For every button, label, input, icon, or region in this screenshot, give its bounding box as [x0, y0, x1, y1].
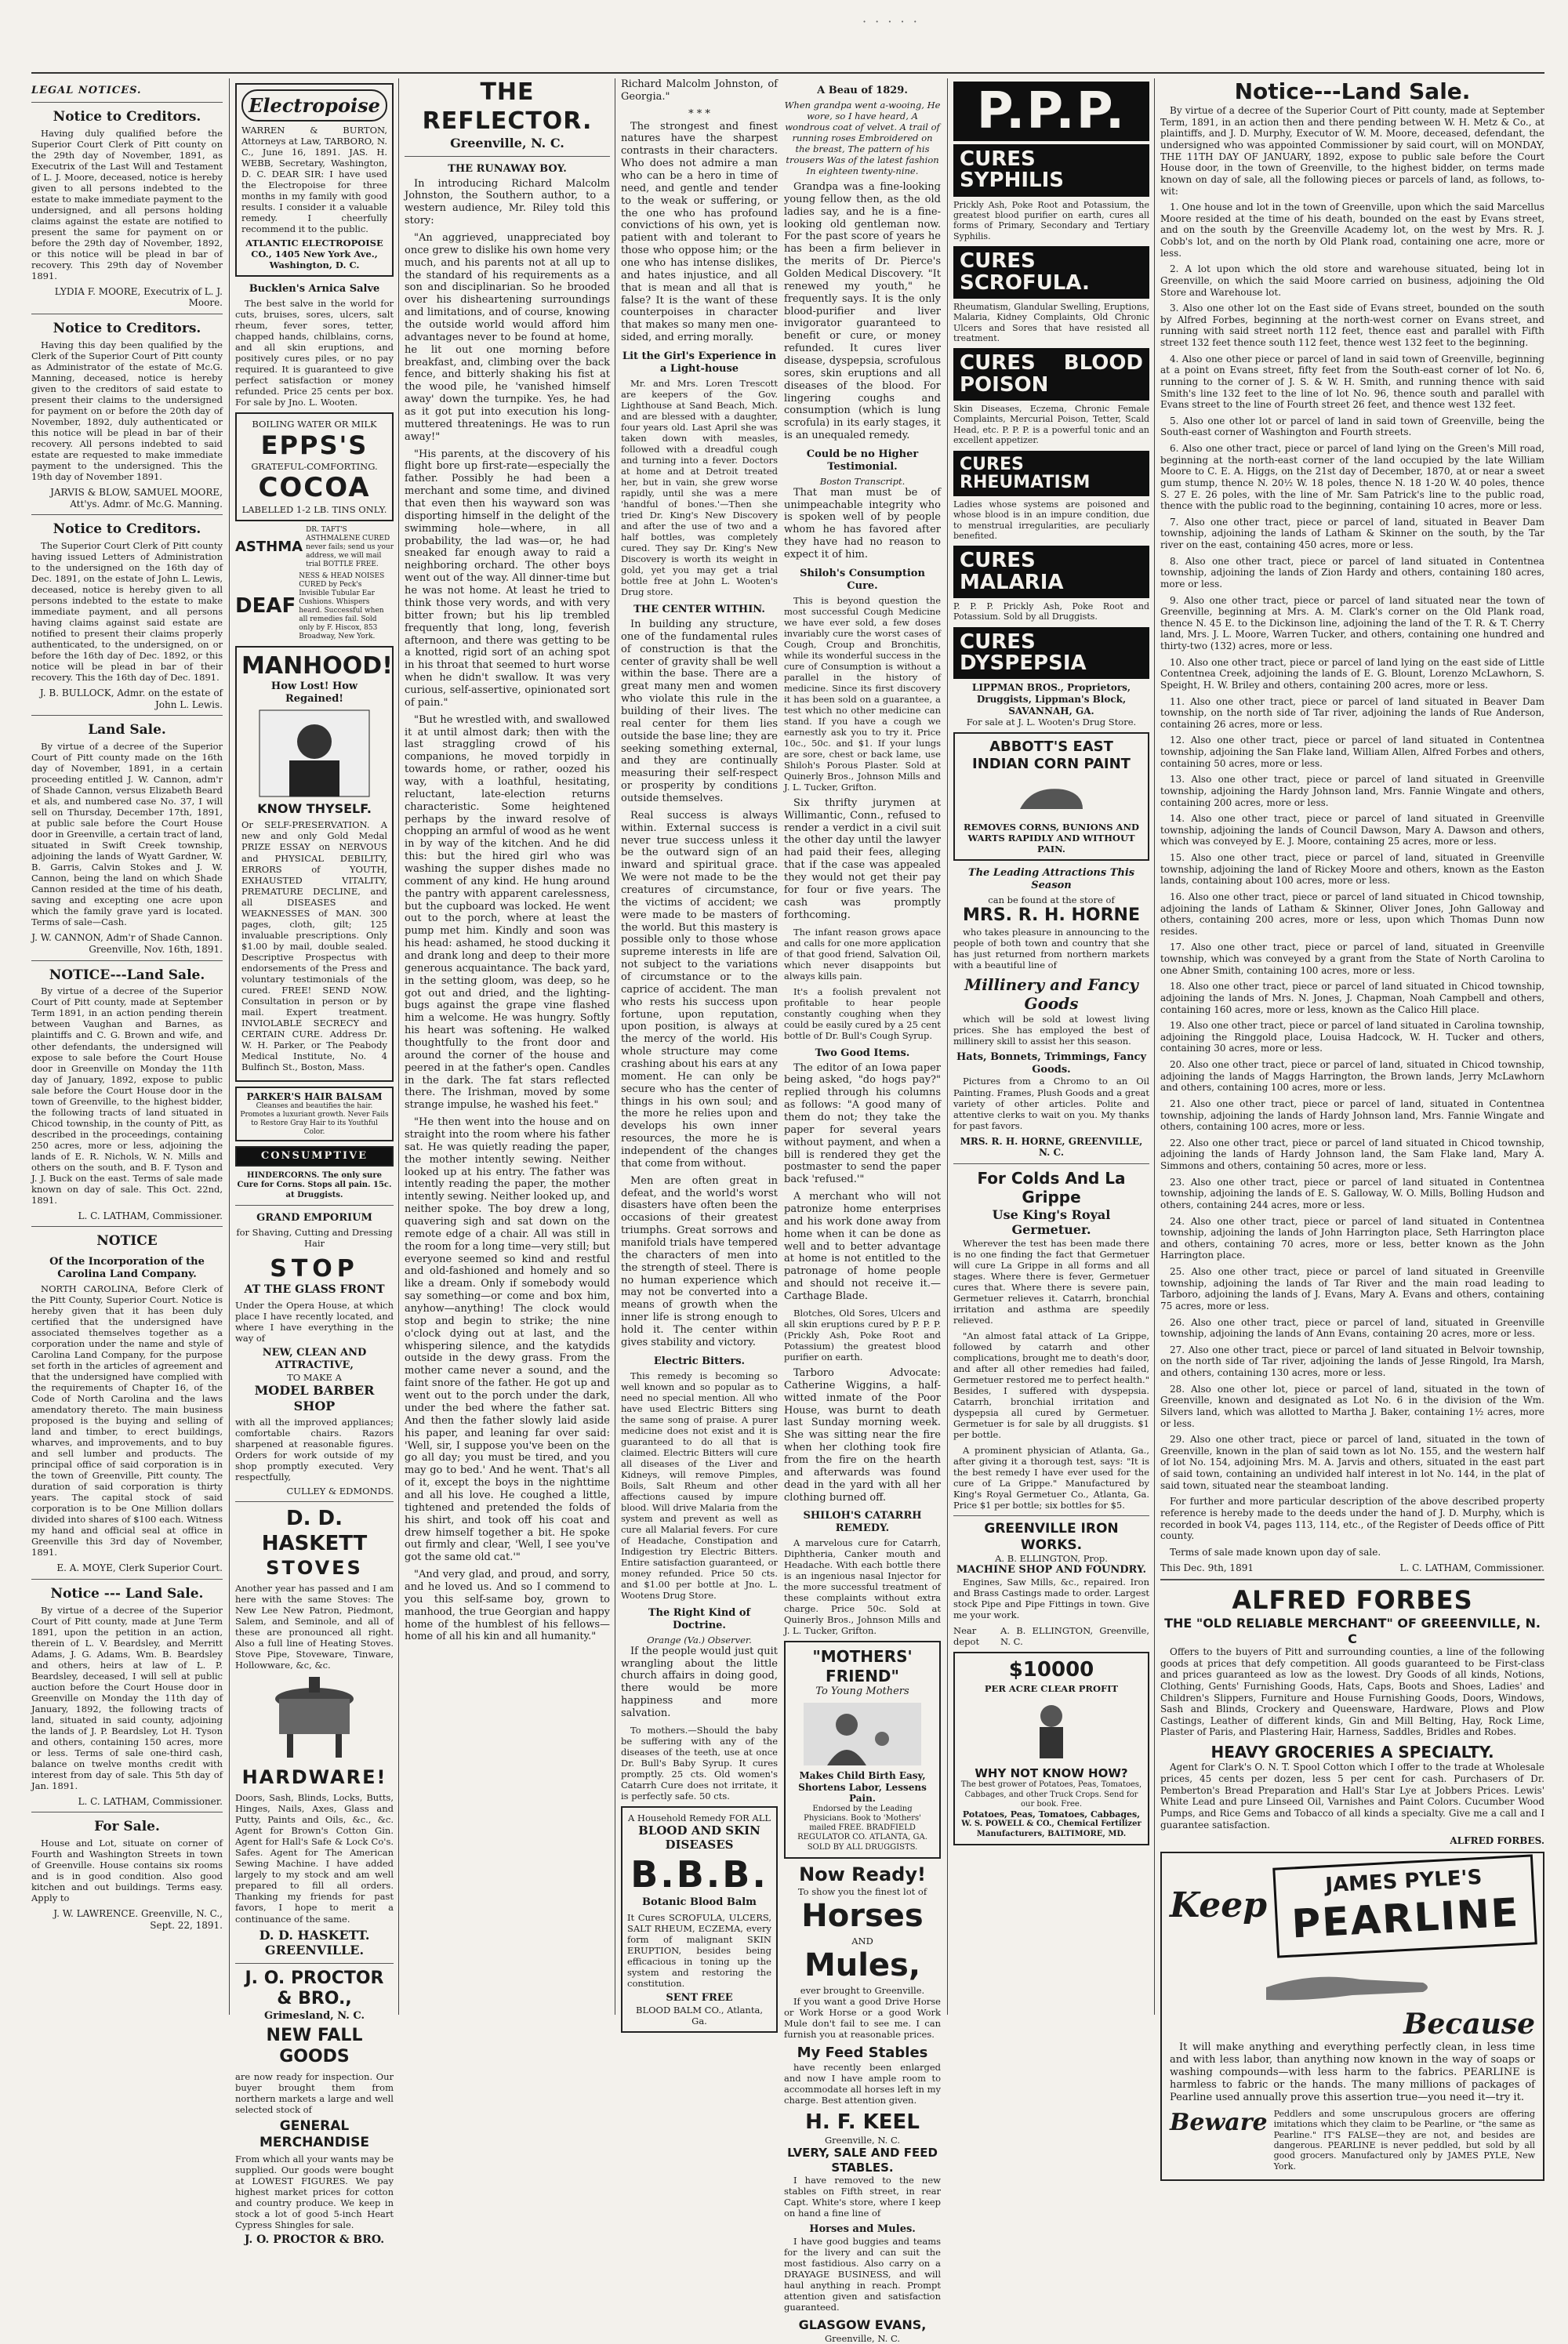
land-item: 14. Also one other tract, piece or parcel of land situated in Greenville township, adjoining the lands of Council Dawson, Mary A. Dawson and others, which was conveyed by E. J. Moore, containing 25 acres, more or less. — [1160, 813, 1544, 847]
hindercorns-ad: HINDERCORNS. The only sure Cure for Corns. Stops all pain. 15c. at Druggists. — [237, 1171, 392, 1199]
land-item: 12. Also one other tract, piece or parcel of land situated in Contentnea township, adjoining the San Flake land, William Allen, Alfred Forbes and others, containing 50 acres, more or less. — [1160, 735, 1544, 769]
ppp-cure-text: Skin Diseases, Eczema, Chronic Female Complaints, Mercurial Poison, Tetter, Scald Head, etc. P. P. P. is a powerful tonic and an excellent appetizer. — [953, 404, 1149, 446]
ad-text: DR. TAFT'S ASTHMALENE CURED never fails; send us your address, we will mail trial BOTTLE FREE. — [306, 526, 394, 568]
ad-headline: My Feed Stables — [797, 2044, 928, 2061]
article-source: Orange (Va.) Observer. — [647, 1634, 752, 1646]
article-paragraph: If the people would just quit wrangling about the little church affairs in doing good, there would be more happiness and more salvation. — [621, 1645, 778, 1719]
beware-block — [1170, 2109, 1535, 2172]
ppp-cure-label: CURES SCROFULA. — [960, 249, 1090, 295]
ad-line: GRATEFUL-COMFORTING. — [251, 460, 378, 472]
article-paragraph: This is beyond question the most successful Cough Medicine we have ever sold, a few doses invariably cure the worst cases of Cough, Croup and Bronchitis, while its wonderful success in the cure of Consumption is without a parallel in the history of medicine. Since its first discovery it has been sold on a guarantee, a test which no other medicine can stand. If you have a cough we earnestly ask you to try it. Price 10c., 50c. and $1. If your lungs are sore, chest or back lame, use Shiloh's Porous Plaster. Sold at Quinerly Bros., Johnson Mills and J. L. Tucker, Grifton. — [784, 594, 941, 793]
pearline-package — [1272, 1854, 1537, 1958]
column-miscellany — [784, 78, 941, 2344]
article-paragraph: "He then went into the house and on straight into the room where his father sat. He was quietly reading the paper, the mother intently sewing. Neither looked up at his entry. The father was intently reading the paper, the mother intently sewing. Neither looked up, and neither spoke. The boy drew a long, quavering sigh and sat down on the remote edge of a chair. All was still in the room for a long time—very still; but everyone seemed so kind and restful and old-fashioned and homely and so like a dream. Only if somebody would say something—or come and box him, anyhow—anything! The clock would stop and begin to strike; the nine o'clock dying out at last, and the whispering silence, and the katydids outside in the dewy grass. From the mother came never a sound, and the faint snore of the father. He got up and went out to the porch under the dark, under the bed where the father sat. And then the father slowly laid aside his paper, and leaning far over said: 'Well, sir, I suppose you've been on the go all day; you must be tired, and you may go to bed.' And he went. That's all of it, except the boys in the nighttime and all his love. He coughed a little, tightened and pretended the folds of his shirt, and took off his coat and drew himself together a bit. He spoke out firmly and clear, 'Well, I see you've got the same old cat.'" — [405, 1116, 610, 1564]
notice-body: NORTH CAROLINA, Before Clerk of the Pitt County, Superior Court. Notice is hereby given that it has been duly certified that the undersigned have associated themselves together as a corporation under the name and style of Carolina Land Company, for the purpose set forth in the articles of agreement and that the undersigned have complied with the requirements of Chapter 16, of the Code of North Carolina and the laws amendatory thereto. The main business proposed is the buying and selling of land and timber, to erect buildings, wharves, and improvements, and to buy and sell lumber and products. The principal office of said corporation is in the town of Greenville, Pitt county. The duration of said corporation is thirty years. The capital stock of said corporation is to be One Million dollars divided into shares of $100 each. Witness my hand and official seal at office in Greenville this 3rd day of November, 1891. — [31, 1283, 223, 1558]
ad-footer — [953, 1625, 1149, 1647]
notice-body: By virtue of a decree of the Superior Court of Pitt county made on the 16th day of November, 1891, in a certain proceeding entitled J. W. Cannon, adm'r of Shade Cannon, versus Elizabeth Beard et als, and numbered case No. 37, I will sell on Thursday, December 17th, 1891, at public sale before the Court House door in Greenville, a certain tract of land, situated in Swift Creek township, adjoining the lands of Wyatt Gardner, W. B. Garris, Calvin Stokes and J. W. Cannon, being the land on which Shade Cannon resided at the time of his death, saving and excepting one acre upon which the family grave yard is located. Terms of sale—Cash. — [31, 741, 223, 928]
ad-headline: J. O. PROCTOR & BRO., — [245, 1968, 384, 2009]
ad-headline: GENERAL MERCHANDISE — [259, 2117, 369, 2150]
ad-line: Greenville, N. C. — [824, 2332, 901, 2344]
notice-body: Having this day been qualified by the Clerk of the Superior Court of Pitt county as Administrator of the estate of Mc.G. Manning, deceased, notice is hereby given to the creditors of said estate to present their claims to the undersigned for payment on or before the 20th day of November, 1892, duly authenticated or this notice will be plead in bar of their recovery. All persons indebted to said estate are requested to make immediate payment to the undersigned. This the 19th day of November 1891. — [31, 339, 223, 482]
article-paragraph: Men are often great in defeat, and the world's worst disasters have often been the occasions of their greatest triumphs. Great sorrows and manifold trials have tempered the characters of men into the strength of steel. There is no human experience which may not be converted into a means of growth when the inner life is strong enough to hold it. The center within gives stability and victory. — [621, 1174, 778, 1348]
column-articles: Richard Malcolm Johnston, of Georgia." * * * The strongest and finest natures have the sharpest contrasts in their characters. Who does not admire a man who can be a hero in time of need, and gentle and tender to the weak or suffering, or the one who has profound convictions of his own, yet is patient with and tolerant to those who oppose him; or the one who has intense dislikes, and hates injustice, and all that is mean and all that is false? It is the want of these counterpoises in character that makes so many men one-sided, and erring morally. Lit the Girl's Experience in a Light-house Mr. and Mrs. Loren Trescott are keepers of the Gov. Lighthouse at Sand Beach, Mich. and are blessed with a daughter, four years old. Last April she was taken down with measles, followed with a dreadful cough and turning into a fever. Doctors at home and at Detroit treated her, but in vain, she grew worse rapidly, until she was a mere 'handful of bones.'—Then she tried Dr. King's New Discovery and after the use of two and a half bottles, was completely cured. They say Dr. King's New Discovery is worth its weight in gold, yet you may get a trial bottle free at John L. Wooten's Drug store. THE CENTER WITHIN. In building any structure, one of the fundamental rules of construction is that the center of gravity shall be well within the base. There are a great many men and women who violate this rule in the building of their lives. The real center for them lies outside the base line; they are seeking something external, and they are continually measuring their self-respect or prosperity by conditions outside themselves. Real success is always within. External success is never true success unless it be the outward sign of an inward and spiritual grace. We were not made to be the creatures of circumstance, the victims of accident; we were made to be masters of the world. But this mastery is possible only to those whose supreme interests in life are not subject to the variations of circumstance or to the caprice of accident. The man who rests his success upon fortune, upon reputation, upon position, is always at the mercy of the world. His whole structure may come crashing about his ears at any moment. He can only be secure who has the center of things in his own soul; and the more he relies upon and develops his own inner resources, the more he is independent of the changes that come from without. Men are often great in defeat, and the world's worst disasters have often been the occasions of their greatest triumphs. Great sorrows and manifold trials have tempered the characters of men into the strength of steel. There is no human experience which may not be converted into a means of growth when the inner life is strong enough to hold it. The center within gives stability and victory. Electric Bitters. This remedy is becoming so well known and so popular as to need no special mention. All who have used Electric Bitters sing the same song of praise. A purer medicine does not exist and it is guaranteed to do all that is claimed. Electric Bitters will cure all diseases of the Liver and Kidneys, will remove Pimples, Boils, Salt Rheum and other affections caused by impure blood. Will drive Malaria from the system and prevent as well as cure all Malarial fevers. For cure of Headache, Constipation and Indigestion try Electric Bitters. Entire satisfaction guaranteed, or money refunded. Price 50 cts. and $1.00 per bottle at Jno. L. Wootens Drug Store. The Right Kind of Doctrine. Orange (Va.) Observer. If the people would just quit wrangling about the little church affairs in doing good, there would be more happiness and more salvation. To mothers.—Should the baby be suffering with any of the diseases of the teeth, use at once Dr. Bull's Baby Syrup. It cures promptly. 25 cts. Old women's Catarrh Cure does not irritate, it is perfectly safe. 50 cts. A Household Remedy FOR ALL BLOOD AND SKIN DISEASES B.B.B. Botanic Blood Balm It Cures SCROFULA, ULCERS, SALT RHEUM, ECZEMA, every form of malignant SKIN ERUPTION, besides being efficacious in toning up the system and restoring the constitution. SENT FREE BLOOD BALM CO., Atlanta, Ga. — [621, 78, 778, 2015]
section-title: LEGAL NOTICES. — [31, 85, 142, 96]
land-item: 27. Also one other tract, piece or parcel of land situated in Belvoir township, on the north side of Tar river, adjoining the lands of Jesse Ringold, Ira Marsh, and others, containing 130 acres, more or less. — [1160, 1344, 1544, 1379]
notice-title: Notice to Creditors. — [53, 521, 201, 538]
ppp-cure-label: CURES SYPHILIS — [960, 147, 1065, 193]
article-paragraph: Six thrifty jurymen at Willimantic, Conn., refused to render a verdict in a civil suit the other day until the lawyer had paid their fees, alleging that if the case was appealed they would not get their pay for four or five years. The cash was promptly forthcoming. — [784, 796, 941, 921]
notice-title: Notice---Land Sale. — [1234, 78, 1471, 104]
notice-signature: E. A. MOYE, Clerk Superior Court. — [56, 1562, 223, 1574]
ad-headline: MANHOOD! — [241, 651, 393, 680]
notice-body: Having duly qualified before the Superior Court Clerk of Pitt county on the 29th day of November, 1891, as Executrix of the Last Will and Testament of L. J. Moore, deceased, notice is hereby given to all persons indebted to the estate to make immediate payment to the undersigned, and all persons holding claims against the estate are notified to present the same for payment on or before the 29th day of November, 1892, or this notice will be plead in bar of recovery. This 29th day of November 1891. — [31, 127, 223, 281]
land-item: 10. Also one other tract, piece or parcel of land lying on the east side of Little Contentnea Creek, adjoining the lands of E. G. Blount, Lorenzo McLawhorn, S. Speight, H. W. Briley and others, containing 200 acres, more or less. — [1160, 656, 1544, 691]
notice-signature: L. C. LATHAM, Commissioner. — [1399, 1562, 1544, 1574]
ad-text: A prominent physician of Atlanta, Ga., after giving it a thorough test, says: "It is the best remedy I have ever used for the cure of La Grippe." Manufactured by King's Royal Germetuer Co., Atlanta, Ga. Price $1 per bottle; six bottles for $5. — [953, 1444, 1149, 1511]
parker-ad — [235, 1087, 394, 1142]
ad-text: are now ready for inspection. Our buyer brought them from northern markets a large and well selected stock of — [235, 2070, 394, 2115]
ad-line: To show you the finest lot of — [797, 1885, 927, 1897]
land-item: 26. Also one other tract, piece or parcel of land, situated in Greenville township, adjoining the lands of Ann Evans, containing 20 acres, more or less. — [1160, 1316, 1544, 1340]
notice-signature: J. W. LAWRENCE. Greenville, N. C., Sept. 22, 1891. — [53, 1908, 223, 1931]
article-title: SHILOH'S CATARRH REMEDY. — [803, 1510, 922, 1535]
article-paragraph: In building any structure, one of the fundamental rules of construction is that the center of gravity shall be well within the base. There are a great many men and women who violate this rule in the building of their lives. The real center for them lies outside the base line; they are seeking something external, and they are continually measuring their self-respect or prosperity by conditions outside themselves. — [621, 618, 778, 804]
land-item: 15. Also one other tract, piece or parcel of land, situated in Greenville township, adjoining the land of Rickey Moore and others, known as the Easton lands, containing about 100 acres, more or less. — [1160, 852, 1544, 887]
ad-headline: The Leading Attractions This Season — [967, 867, 1135, 892]
article-paragraph: To mothers.—Should the baby be suffering with any of the diseases of the teeth, use at once Dr. Bull's Baby Syrup. It cures promptly. 25 cts. Old women's Catarrh Cure does not irritate, it is perfectly safe. 50 cts. — [621, 1724, 778, 1802]
notice-signature: J. B. BULLOCK, Admr. on the estate of John L. Lewis. — [39, 688, 223, 710]
column-advertisements — [235, 78, 394, 2247]
ad-headline: D. D. HASKETT — [261, 1507, 368, 1555]
article-title: Electric Bitters. — [653, 1355, 746, 1367]
article-paragraph: Grandpa was a fine-looking young fellow then, as the old ladies say, and he is a fine-looking old gentleman now. For the past score of years he has been a firm believer in the merits of Dr. Pierce's Golden Medical Discovery. "It renewed my youth," he frequently says. It is the only blood-purifier and liver invigorator guaranteed to benefit or cure, or money refunded. It cures liver disease, dyspepsia, scrofulous sores, skin eruptions and all diseases of the blood. For lingering coughs and consumption (which is lung scrofula) in its early stages, it is an unequaled remedy. — [784, 180, 941, 442]
ad-line: Grimesland, N. C. — [264, 2010, 365, 2023]
ad-text: with all the improved appliances; comfortable chairs. Razors sharpened at reasonable figures. Orders for work outside of my shop promptly executed. Very respectfully, — [235, 1417, 394, 1483]
ad-text: Engines, Saw Mills, &c., repaired. Iron and Brass Castings made to order. Largest stock Pipe and Pipe Fittings in town. Give me your work. — [953, 1577, 1149, 1621]
ad-signature: ALFRED FORBES. — [1450, 1835, 1544, 1847]
ad-brand: $10000 — [1008, 1658, 1094, 1682]
ppp-cure-block — [953, 246, 1149, 299]
ad-signature: W. S. POWELL & CO., Chemical Fertilizer Manufacturers, BALTIMORE, MD. — [961, 1820, 1142, 1838]
notice-terms: Terms of sale made known upon day of sale. — [1170, 1546, 1381, 1558]
ad-signature: J. O. PROCTOR & BRO. — [244, 2233, 385, 2247]
ad-line: Potatoes, Peas, Tomatoes, Cabbages, — [962, 1809, 1141, 1820]
ad-text: Offers to the buyers of Pitt and surrounding counties, a line of the following goods at prices that defy competition. All goods guaranteed to be First-class and prices guaranteed as low as the lowest. Dry Goods of all kinds, Notions, Clothing, Gents' Furnishing Goods, Hats, Caps, Boots and Shoes, Ladies' and Children's Slippers, Furniture and House Furnishing Goods, Doors, Windows, Sash and Blinds, Crockery and Queensware, Hardware, Plows and Plow Castings, Leather of different kinds, Gin and Mill Belting, Hay, Rock Lime, Plaster of Paris, and Plastering Hair, Harness, Saddles, Bridles and Robes. — [1160, 1646, 1544, 1738]
ad-signature: A. B. ELLINGTON, Greenville, N. C. — [1000, 1625, 1149, 1648]
notice-body: By virtue of a decree of the Superior Court of Pitt county, made at September Term 1891, in an action pending therein between Vaughan and Barnes, as plaintiffs and C. G. Brown and wife, and other defendants, the undersigned will expose to sale before the Court House door in Greenville on Monday the 11th day of January, 1892, expose to public sale before the Court House door in the town of Greenville, to the highest bidder, the following tracts of land situated in Chicod township, in the county of Pitt, as described in the proceedings, containing 250 acres, more or less, adjoining the lands of E. R. Nichols, W. N. Mills and others on the south, and B. F. Tyson and J. J. Buck on the east. Terms of sale made known on day of sale. This Oct. 22nd, 1891. — [31, 985, 223, 1206]
article-title: Shiloh's Consumption Cure. — [800, 567, 925, 592]
column-rule — [398, 78, 399, 2015]
land-item: 6. Also one other tract, piece or parcel of land lying on the Green's Mill road, beginning at the north-east corner of the land occupied by the late William Moore to C. E. A. Higgs, on the 21st day of December, 1870, at or near a sweet gum stump, thence N. 20½ W. 18 poles, thence N. 18 1-20 W. 40 poles, thence S. 27 E. 26 poles, with the line of Mr. Sam Patrick's line to the public road, thence with the public road to the beginning, containing 10 acres, more or less. — [1160, 443, 1544, 512]
ad-headline: HEAVY GROCERIES A SPECIALTY. — [1210, 1743, 1494, 1762]
ad-line: Near depot — [953, 1625, 980, 1648]
ad-text: The best salve in the world for cuts, bruises, sores, ulcers, salt rheum, fever sores, tetter, chapped hands, chilblains, corns, and all skin eruptions, and positively cures piles, or no pay required. It is guaranteed to give perfect satisfaction or money refunded. Price 25 cents per box. For sale by Jno. L. Wooten. — [235, 298, 394, 408]
ppp-cure-block — [953, 451, 1149, 496]
ad-headline: Beware — [1170, 2108, 1268, 2136]
notice-subtitle: Of the Incorporation of the Carolina Land Company. — [49, 1256, 205, 1280]
ad-line: for Shaving, Cutting and Dressing Hair — [236, 1226, 393, 1249]
ppp-cure-label: CURES DYSPEPSIA — [960, 630, 1087, 676]
ppp-ad — [953, 82, 1149, 141]
ad-line: Makes Child Birth Easy, Shortens Labor, Lessens Pain. — [798, 1769, 927, 1805]
ad-title: PARKER'S HAIR BALSAM — [246, 1090, 383, 1102]
ad-line: A. B. ELLINGTON, Prop. — [995, 1553, 1108, 1565]
ad-brand: DEAF — [235, 593, 296, 618]
ad-headline: STOVES — [266, 1556, 363, 1579]
ad-line: AND — [851, 1935, 873, 1947]
ad-headline: Because — [1403, 2007, 1535, 2041]
notice-body: The Superior Court Clerk of Pitt county having issued Letters of Administration to the undersigned on the 16th day of Dec. 1891, on the estate of John L. Lewis, deceased, notice is hereby given to all persons indebted to the estate to make immediate payment, and all persons having claims against said estate are notified to present their claims properly authenticated, to the undersigned, on or before the 16th day of Dec. 1892, or this notice will be plead in bar of their recovery. This the 16th day of Dec. 1891. — [31, 539, 223, 684]
ad-line: AT THE GLASS FRONT — [244, 1283, 385, 1297]
land-items-list — [1160, 201, 1544, 1542]
article-paragraph: The infant reason grows apace and calls for one more application of that good friend, Salvation Oil, which never disappoints but always kills pain. — [784, 926, 941, 982]
ad-text: The best grower of Potatoes, Peas, Tomatoes, Cabbages, and other Truck Crops. Send for our book. Free. — [960, 1780, 1142, 1809]
article-paragraph: The editor of an Iowa paper being asked, "do hogs pay?" replied through his columns as follows: "A good many of them do not; they take the paper for several years without payment, and when a bill is rendered they get the postmaster to send the paper back 'refused.'" — [784, 1061, 941, 1186]
ad-text: which will be sold at lowest living prices. She has employed the best of millinery skill to assist her this season. — [953, 1013, 1149, 1047]
ad-signature: GLASGOW EVANS, — [798, 2317, 927, 2333]
ad-text: REMOVES CORNS, BUNIONS AND WARTS RAPIDLY AND WITHOUT PAIN. — [964, 822, 1139, 855]
ppp-cure-block — [953, 144, 1149, 197]
ad-subheadline: THE "OLD RELIABLE MERCHANT" OF GREEENVILLE, N. C — [1164, 1616, 1541, 1646]
land-item: 8. Also one other tract, piece or parcel of land situated in Contentnea township, adjoining the lands of Zion Hardy and others, containing 180 acres, more or less. — [1160, 555, 1544, 590]
notice-title: Notice to Creditors. — [53, 108, 201, 125]
bbb-ad — [621, 1806, 778, 2033]
newspaper-page — [31, 78, 1544, 2344]
portrait-illustration-icon — [260, 710, 369, 796]
ppp-cure-text: Ladies whose systems are poisoned and whose blood is in an impure condition, due to menstrual irregularities, are peculiarly benefited. — [953, 499, 1149, 542]
poem-title: A Beau of 1829. — [817, 85, 908, 96]
ad-headline: MODEL BARBER SHOP — [254, 1383, 375, 1413]
ad-text: Peddlers and some unscrupulous grocers are offering imitations which they claim to be Pearline, or "the same as Pearline." IT'S FALSE—they are not, and besides are dangerous. PEARLINE is never peddled, but sold by all good grocers. Manufactured only by JAMES PYLE, New York. — [1273, 2108, 1535, 2172]
column-rule — [1154, 78, 1155, 2015]
farmer-illustration-icon — [1008, 1699, 1094, 1762]
land-item: 4. Also one other piece or parcel of land in said town of Greenville, beginning at a point on Evans street, fifty feet from the South-east corner of lot No. 6, running to the corner of J. S. & W. H. Smith, and running thence with said Smith's line 132 feet to the line of lot No. 96, thence south and parallel with Evans street to the line of Fourth street 26 feet, and thence west 132 feet. — [1160, 353, 1544, 411]
column-legal-notices — [31, 78, 223, 2015]
land-item: 7. Also one other tract, piece or parcel of land, situated in Beaver Dam township, adjoining the lands of Latham & Skinner on the south, by the Tar river on the east, containing 450 acres, more or less. — [1160, 516, 1544, 551]
article-paragraph: This remedy is becoming so well known and so popular as to need no special mention. All who have used Electric Bitters sing the same song of praise. A purer medicine does not exist and it is guaranteed to do all that is claimed. Electric Bitters will cure all diseases of the Liver and Kidneys, will remove Pimples, Boils, Salt Rheum and other affections caused by impure blood. Will drive Malaria from the system and prevent as well as cure all Malarial fevers. For cure of Headache, Constipation and Indigestion try Electric Bitters. Entire satisfaction guaranteed, or money refunded. Price 50 cts. and $1.00 per bottle at Jno. L. Wootens Drug Store. — [621, 1370, 778, 1601]
land-item: 21. Also one other tract, piece or parcel of land, situated in Contentnea township, adjoining the lands of Hardy Johnson land, Mrs. Fannie Wingate and others, containing 100 acres, more or less. — [1160, 1098, 1544, 1133]
ad-brand: JAMES PYLE'S — [1324, 1865, 1483, 1898]
article-paragraph: A marvelous cure for Catarrh, Diphtheria, Canker mouth and Headache. With each bottle there is an ingenious nasal Injector for the more successful treatment of these complaints without extra charge. Price 50c. Sold at Quinerly Bros., Johnson Mills and J. L. Tucker, Grifton. — [784, 1537, 941, 1637]
article-byline: Richard Malcolm Johnston, of Georgia." — [621, 78, 778, 103]
ad-product: PEARLINE — [1290, 1889, 1521, 1947]
ad-headline: Now Ready! — [799, 1863, 926, 1885]
land-item: For further and more particular description of the above described property reference is hereby made to the deeds under the hand of J. D. Murphy, which is recorded in book V4, pages 113, 114, etc., of the Register of Deeds office of Pitt county. — [1160, 1496, 1544, 1542]
asthma-ad — [235, 526, 394, 569]
mothers-friend-ad — [784, 1641, 941, 1858]
ad-text: WARREN & BURTON, Attorneys at Law, TARBORO, N. C., June 16, 1891. JAS. H. WEBB, Secretary, Washington, D. C. DEAR SIR: I have used the Electropoise for three months in my family with good results. I consider it a valuable remedy. I cheerfully recommend it to the public. — [241, 125, 387, 235]
ad-headline: LVERY, SALE AND FEED STABLES. — [787, 2146, 938, 2175]
ppp-cure-text: Rheumatism, Glandular Swelling, Eruptions, Malaria, Kidney Complaints, Old Chronic Ulcers and Sores that have resisted all treatment. — [953, 301, 1149, 344]
poem-text: When grandpa went a-wooing, He wore, so I have heard, A wondrous coat of velvet. A trail of running roses Embroidered on the breast, The pattern of his trousers Was of the latest fashion In eighteen twenty-nine. — [784, 99, 941, 176]
ad-line: BOILING WATER OR MILK — [252, 419, 377, 430]
article-title: THE CENTER WITHIN. — [633, 604, 765, 616]
ad-headline: Horses — [801, 1897, 924, 1934]
notice-title: Notice to Creditors. — [53, 321, 201, 337]
notice-title: NOTICE---Land Sale. — [49, 967, 205, 983]
article-paragraph: "And very glad, and proud, and sorry, and he loved us. And so I commend to you this self-same boy, grown to manhood, the true Georgian and happy home of the humblest of his fellows—home of all his kin and all humanity." — [405, 1569, 610, 1643]
ad-line: Horses and Mules. — [809, 2223, 916, 2236]
article-paragraph: Mr. and Mrs. Loren Trescott are keepers of the Gov. Lighthouse at Sand Beach, Mich. and are blessed with a daughter, four years old. Last April she was taken down with measles, followed with a dreadful cough and turning into a fever. Doctors at home and at Detroit treated her, but in vain, she grew worse rapidly, until she was a mere 'handful of bones.'—Then she tried Dr. King's New Discovery and after the use of two and a half bottles, was completely cured. They say Dr. King's New Discovery is worth its weight in gold, yet you may get a trial bottle free at John L. Wooten's Drug store. — [621, 377, 778, 598]
ad-text: From which all your wants may be supplied. Our goods were bought at LOWEST FIGURES. We pay highest market prices for cotton and country produce. We keep in stock a lot of good 5-inch Heart Cypress Shingles for sale. — [235, 2154, 394, 2231]
notice-title: Land Sale. — [88, 722, 166, 738]
ad-line: ever brought to Greenville. — [800, 1984, 925, 1996]
notice-intro: By virtue of a decree of the Superior Court of Pitt county, made at September Term, 1891, in an action then and there pending between W. H. Metz & Co., at plaintiffs, and J. D. Murphy, Executor of W. M. Moore, deceased, defendant, the undersigned who was appointed Commissioner by said court, will on MONDAY, THE 11TH DAY OF JANUARY, 1892, expose to public sale before the Court House door, in the town of Greenville, to the highest bidder, on terms made known on day of sale, all the following pieces or parcels of land, as follows, to-wit: — [1160, 105, 1544, 197]
land-item: 2. A lot upon which the old store and warehouse situated, being lot in Greenville, on which the said Moore carried on business, adjoining the Old Store and Warehouse lot. — [1160, 263, 1544, 298]
ad-line: LABELLED 1-2 LB. TINS ONLY. — [241, 504, 387, 516]
masthead-place: Greenville, N. C. — [450, 136, 564, 151]
article-paragraph: That man must be of unimpeachable integrity who is spoken well of by people whom he has favored after they have had no reason to expect it of him. — [784, 486, 941, 561]
ad-text: Pictures from a Chromo to an Oil Painting. Frames, Plush Goods and a great variety of other articles. Polite and attentive clerks to wait on you. My thanks for past favors. — [953, 1076, 1149, 1131]
ad-headline: Mules, — [804, 1947, 921, 1983]
ad-brand: B.B.B. — [630, 1852, 768, 1896]
article-paragraph: A merchant who will not patronize home enterprises and his work done away from home when it can be done as well and to better advantage at home is not entitled to the patronage of home people and should not receive it.—Carthage Blade. — [784, 1191, 941, 1302]
notice-signature: LYDIA F. MOORE, Executrix of L. J. Moore. — [54, 285, 223, 309]
ad-title: GRAND EMPORIUM — [256, 1211, 372, 1224]
pearline-ad — [1160, 1852, 1544, 2181]
deaf-ad — [235, 572, 394, 641]
ad-headline: H. F. KEEL — [805, 2110, 920, 2134]
electropoise-logo: Electropoise — [241, 89, 387, 122]
ad-text: It Cures SCROFULA, ULCERS, SALT RHEUM, ECZEMA, every form of malignant SKIN ERUPTION, besides being efficacious in toning up the system and restoring the constitution. — [627, 1911, 771, 1989]
column-rule — [947, 78, 948, 2015]
ad-headline: WHY NOT KNOW HOW? — [975, 1766, 1128, 1781]
article-title: The Right Kind of Doctrine. — [648, 1606, 751, 1631]
electropoise-ad — [235, 83, 394, 277]
article-paragraph: Blotches, Old Sores, Ulcers and all skin eruptions cured by P. P. P. (Prickly Ash, Poke Root and Potassium) the greatest blood purifier on earth. — [784, 1307, 941, 1362]
epps-cocoa-ad — [235, 412, 394, 521]
land-item: 16. Also one other tract, piece or parcel of land situated in Chicod township, adjoining the lands of Latham & Skinner, Oliver Jones, John Galloway and others, containing 200 acres, more or less, upon which Thomas Dunn now resides. — [1160, 891, 1544, 937]
notice-footer — [1160, 1562, 1544, 1574]
article-title: Lit the Girl's Experience in a Light-house — [622, 350, 777, 375]
ad-line: SENT FREE — [666, 1991, 733, 2004]
column-rule — [229, 78, 230, 2015]
ad-signature: D. D. HASKETT. GREENVILLE. — [259, 1927, 370, 1958]
ad-text: who takes pleasure in announcing to the people of both town and country that she has just returned from northern markets with a beautiful line of — [953, 926, 1149, 971]
notice-signature: L. C. LATHAM, Commissioner. — [78, 1210, 223, 1221]
land-item: 25. Also one other tract, piece or parcel of land situated in Greenville township, adjoining the lands of Tar River and the main road leading to Tarboro, adjoining the lands of J. Evans, Mary A. Evans and others, containing 75 acres, more or less. — [1160, 1266, 1544, 1312]
ppp-sale: For sale at J. L. Wooten's Drug Store. — [966, 717, 1137, 728]
notice-title: NOTICE — [96, 1233, 158, 1250]
land-item: 1. One house and lot in the town of Greenville, upon which the said Marcellus Moore resided at the time of his death, bounded on the east by Evans street, and on the south by the Greenville Academy lot, on the west by Mrs. R. J. Cobb's lot, and on the north by Old Plank road, containing one acre, more or less. — [1160, 201, 1544, 259]
ad-brand: ASTHMA — [235, 539, 303, 556]
ad-headline: Keep — [1170, 1885, 1268, 1926]
article-paragraph: "An aggrieved, unappreciated boy once grew to dislike his own home very much, and his parents not at all up to the standard of his requirements as a son and disciplinarian. So he brooded over his disheartening surroundings and limitations, and of course, knowing the outside world would afford him advantages never to be found at home, he lit out one morning before breakfast, and, climbing over the back fence, and bitterly shaking his fist at the wood pile, he 'vanished himself away' down the turnpike. Yes, he had as it got put into execution his long-muttered threatenings. He was to run away!" — [405, 232, 610, 443]
ad-headline: GREENVILLE IRON WORKS. — [984, 1521, 1119, 1553]
ad-text: Wherever the test has been made there is no one finding the fact that Germetuer will cure La Grippe in all forms and all stages. Where there is fever, Germetuer cures that. Where there is severe pain, Germetuer relieves it. Catarrh, bronchial irritation and asthma are speedily relieved. — [953, 1237, 1149, 1326]
ad-brand: ALFRED FORBES — [1232, 1585, 1473, 1616]
ad-text: If you want a good Drive Horse or Work Horse or a good Work Mule don't fail to see me. I can furnish you at reasonable prices. — [784, 1995, 941, 2040]
land-item: 9. Also one other tract, piece or parcel of land situated near the town of Greenville, beginning at Mrs. A. M. Clark's corner on the Old Plank road, thence N. 45 E. to the Dickinson line, adjoining the land of the T. R. & T. Cherry land, Mrs. J. L. Moore, Warren Tucker, and others, containing one hundred and thirty-two (132) acres, more or less. — [1160, 594, 1544, 652]
ad-line: Use King's Royal Germetuer. — [992, 1206, 1111, 1238]
masthead-fragment: · · · · · — [862, 14, 920, 29]
ad-line: PER ACRE CLEAR PROFIT — [984, 1683, 1119, 1695]
column-land-sale — [1160, 78, 1544, 2172]
ppp-cure-label: CURES MALARIA — [960, 549, 1064, 594]
ad-line: NEW, CLEAN AND ATTRACTIVE, — [262, 1347, 367, 1372]
ad-headline: HARDWARE! — [241, 1766, 387, 1789]
land-item: 24. Also one other tract, piece or parcel of land situated in Contentnea township, adjoining the lands of John Harrington place, Seth Harrington place and others, containing 70 acres, more or less, better known as the John Harrington place. — [1160, 1215, 1544, 1261]
ad-headline: NEW FALL GOODS — [266, 2026, 363, 2066]
ad-text: Under the Opera House, at which place I have recently located, and where I have everything in the way of — [235, 1300, 394, 1344]
article-paragraph: Tarboro Advocate: Catherine Wiggins, a half-witted inmate of the Poor House, was burnt to death last Sunday morning week. She was sitting near the fire when her clothing took fire from the fire on the hearth and afterwards was found dead in the yard with all her clothing burned off. — [784, 1366, 941, 1504]
ad-line: Greenville, N. C. — [824, 2135, 901, 2146]
ad-subheadline: How Lost! How Regained! — [270, 680, 358, 706]
notice-date: This Dec. 9th, 1891 — [1160, 1562, 1254, 1574]
land-item: 23. Also one other tract, piece or parcel of land situated in Contentnea township, adjoining the lands of E. S. Galloway, W. O. Mills, Bolling Hudson and others, containing 244 acres, more or less. — [1160, 1176, 1544, 1210]
ad-text: NESS & HEAD NOISES CURED by Peck's Invisible Tubular Ear Cushions. Whispers heard. Successful when all remedies fail. Sold only by F. Hiscox, 853 Broadway, New York. — [299, 571, 385, 640]
notice-title: Notice --- Land Sale. — [50, 1585, 204, 1602]
notice-body: House and Lot, situate on corner of Fourth and Washington Streets in town of Greenville. House contains six rooms and is in good condition. Also good kitchen and out buildings. Terms easy. Apply to — [31, 1838, 223, 1904]
ad-text: Or SELF-PRESERVATION. A new and only Gold Medal PRIZE ESSAY on NERVOUS and PHYSICAL DEBILITY, ERRORS of YOUTH, EXHAUSTED VITALITY, PREMATURE DECLINE, and all DISEASES and WEAKNESSES of MAN. 300 pages, cloth, gilt; 125 invaluable prescriptions. Only $1.00 by mail, double sealed. Descriptive Prospectus with endorsements of the Press and voluntary testimonials of the cured. FREE! SEND NOW. Consultation in person or by mail. Expert treatment. INVIOLABLE SECRECY and CERTAIN CURE. Address Dr. W. H. Parker, or The Peabody Medical Institute, No. 4 Bulfinch St., Boston, Mass. — [241, 819, 387, 1072]
manhood-ad — [235, 646, 394, 1082]
article-title: Could be no Higher Testimonial. — [806, 448, 919, 473]
notice-signature: L. C. LATHAM, Commissioner. — [78, 1795, 223, 1807]
ad-line: MACHINE SHOP AND FOUNDRY. — [956, 1564, 1147, 1577]
notice-title: For Sale. — [94, 1819, 160, 1835]
consumptive-ad: CONSUMPTIVE — [235, 1146, 394, 1167]
land-item: 18. Also one other tract, piece or parcel of land situated in Chicod township, adjoining the lands of Mrs. N. Jones, J. Chapman, Noah Campbell and others, containing 160 acres, more or less, known as the Calico Hill place. — [1160, 981, 1544, 1015]
land-item: 11. Also one other tract, piece or parcel of land situated in Beaver Dam township, on the north side of Tar river, adjoining the lands of Rue Anderson, containing 26 acres, more or less. — [1160, 695, 1544, 730]
ad-text: I have good buggies and teams for the livery and can suit the most fastidious. Also carry on a DRAYAGE BUSINESS, and will haul anything in reach. Prompt attention given and satisfaction guaranteed. — [784, 2235, 941, 2313]
ad-line: TO MAKE A — [287, 1372, 342, 1384]
ad-line: KNOW THYSELF. — [257, 800, 372, 816]
masthead-title: THE REFLECTOR. — [422, 78, 593, 135]
ppp-cure-block — [953, 627, 1149, 680]
column-reflector — [405, 78, 610, 2015]
foot-illustration-icon — [1016, 778, 1087, 817]
ad-text: "An almost fatal attack of La Grippe, followed by catarrh and other complications, brought me to death's door, and after all other remedies had failed, Germetuer restored me to perfect health." Besides, I suffered with dyspepsia. Catarrh, bronchial irritation and dyspepsia all cured by Germetuer. Germetuer is for sale by all druggists. $1 per bottle. — [953, 1330, 1149, 1440]
ad-product: COCOA — [258, 471, 371, 503]
ppp-cure-block — [953, 348, 1149, 401]
notice-signature: JARVIS & BLOW, SAMUEL MOORE, Att'ys. Admr. of Mc.G. Manning. — [50, 487, 223, 510]
ad-signature: MRS. R. H. HORNE, GREENVILLE, N. C. — [960, 1135, 1143, 1159]
ad-line: can be found at the store of — [988, 894, 1115, 906]
article-source: Boston Transcript. — [819, 475, 906, 487]
notice-body: By virtue of a decree of the Superior Court of Pitt county, made at June Term 1891, upon the petition in an action, therein of L. V. Beardsley, and Merritt Adams, J. G. Adams, Wm. B. Beardsley and others, heirs at law of L. P. Beardsley, deceased, I will sell at public auction before the Court House door in Greenville on Monday the 11th day of January, 1892, the following tracts of land, situated in said county, adjoining the lands of J. P. Beardsley, Lot H. Tyson and others, containing 150 acres, more or less. Terms of sale one-third cash, balance on twelve months credit with interest from day of sale. This 5th day of Jan. 1891. — [31, 1604, 223, 1791]
stove-illustration-icon — [256, 1675, 373, 1762]
article-paragraph: Real success is always within. External success is never true success unless it be the outward sign of an inward and spiritual grace. We were not made to be the creatures of circumstance, the victims of accident; we were made to be masters of the world. But this mastery is possible only to those whose supreme interests in life are not subject to the variations of circumstance or to the caprice of accident. The man who rests his success upon fortune, upon reputation, upon position, is always at the mercy of the world. His whole structure may come crashing about his ears at any moment. He can only be secure who has the center of things in his own soul; and the more he relies upon and develops his own inner resources, the more he is independent of the changes that come from without. — [621, 809, 778, 1170]
ad-headline: For Colds And La Grippe — [977, 1168, 1126, 1207]
ad-line: Botanic Blood Balm — [642, 1896, 757, 1908]
land-item: 19. Also one other tract, piece or parcel of land situated in Carolina township, adjoining the Ringgold place, Louisa Hadcock, W. H. Tucker and others, containing 30 acres, more or less. — [1160, 1020, 1544, 1054]
ad-text: I have removed to the new stables on Fifth street, in rear Capt. White's store, where I keep on hand a fine line of — [784, 2175, 941, 2219]
land-item: 28. Also one other lot, piece or parcel of land, situated in the town of Greenville, known and designated as Lot No. 6 in the division of the Wm. Silvers land, which was allotted to Martha J. Baker, containing 1½ acres, more or less. — [1160, 1383, 1544, 1429]
ppp-logo: P.P.P. — [976, 82, 1127, 140]
ad-line: A Household Remedy FOR ALL — [627, 1812, 771, 1823]
top-rule — [31, 72, 1544, 74]
land-item: 5. Also one other lot or parcel of land in said town of Greenville, being the South-east corner of Washington and Fourth streets. — [1160, 415, 1544, 438]
ad-title: Bucklen's Arnica Salve — [249, 283, 380, 296]
ad-brand: EPPS'S — [260, 430, 368, 460]
article-title: Two Good Items. — [815, 1047, 910, 1059]
ad-brand: "MOTHERS' FRIEND" — [812, 1647, 913, 1685]
ppp-cure-label: CURES RHEUMATISM — [960, 454, 1091, 492]
fertilizer-ad — [953, 1652, 1149, 1845]
ad-address: BLOOD BALM CO., Atlanta, Ga. — [636, 2004, 763, 2027]
land-item: 29. Also one other tract, piece or parcel of land, situated in the town of Greenville, known in the plan of said town as lot No. 155, and the western half of lot No. 154, adjoining Mrs. M. A. Jarvis and others, situated in the east part of said town, containing an undivided half interest in lot No. 144, in the plat of said town, situated near the steamboat landing. — [1160, 1434, 1544, 1491]
ad-text: Another year has passed and I am here with the same Stoves: The New Lee New Patron, Piedmont, Salem, and Seminole, and all of these are pronounced all right. Also a full line of Heating Stoves. Stove Pipe, Stoveware, Tinware, Hollowware, &c, &c. — [235, 1582, 394, 1671]
land-item: 17. Also one other tract, piece or parcel of land, situated in Greenville township, which was conveyed by a grant from the State of North Carolina to one Abner Smith, containing 100 acres, more or less. — [1160, 942, 1544, 976]
ad-headline: MRS. R. H. HORNE — [963, 905, 1140, 926]
article-paragraph: "His parents, at the discovery of his flight bore up first-rate—especially the father. Possibly he had been a merchant and some time, and divined that even then his wayward son was disporting himself in the delight of the swimming hole—where, in all probability, the lad was—or, he had sneaked far enough away to raid a neighboring orchard. The other boys went out of the way. All dinner-time but he was not home. At least he tried to think those very words, and with very bitter frown; but his lip trembled frequently that long, long, feverish afternoon, and there was getting to be a knotted, rigid sort of an aching spot in his throat that seemed to hurt worse when he didn't swallow. It was very curious, self-assertive, opinionated sort of pain." — [405, 448, 610, 709]
article-paragraph: It's a foolish prevalent not profitable to hear people constantly coughing when they could be easily cured by a 25 cent bottle of Dr. Bull's Cough Syrup. — [784, 985, 941, 1041]
land-item: 3. Also one other lot on the East side of Evans street, bounded on the south by Alfred Forbes, beginning at the north-west corner on Evans street, and running with said street north 112 feet, thence east and parallel with Fifth street 132 feet thence south 112 feet, thence west 132 feet to the beginning. — [1160, 303, 1544, 349]
ppp-cure-text: P. P. P. Prickly Ash, Poke Root and Potassium. Sold by all Druggists. — [953, 601, 1149, 622]
mother-child-illustration-icon — [804, 1703, 921, 1765]
ad-text: Agent for Clark's O. N. T. Spool Cotton which I offer to the trade at Wholesale prices, 45 cents per dozen, less 5 per cent for cash. Purchasers of Dr. Pemberton's Bread Preparation and Hall's Star Lye at Jobbers Prices. Lewis' White Lead and pure Linseed Oil, Varnishes and Paint Colors. Cucumber Wood Pumps, and Rice Gems and Tobacco of all kinds a specialty. Give me a call and I guarantee satisfaction. — [1160, 1762, 1544, 1831]
ad-signature: CULLEY & EDMONDS. — [286, 1486, 394, 1497]
article-paragraph: The strongest and finest natures have the sharpest contrasts in their characters. Who does not admire a man who can be a hero in time of need, and gentle and tender to the weak or suffering, or the one who has profound convictions of his own, yet is patient with and tolerant to those who oppose him; or the one who has intense dislikes, and hates injustice, and all that is mean and all that is false? It is the want of these counterpoises in character that makes so many men one-sided, and erring morally. — [621, 120, 778, 344]
ad-headline: STOP — [270, 1254, 359, 1283]
ppp-cure-block — [953, 546, 1149, 598]
ad-text: It will make anything and everything perfectly clean, in less time and with less labor, than anything now known in the way of soaps or washing compounds—with less harm to the fabrics. PEARLINE is harmless to fabric or the hands. The many millions of packages of Pearline used annually prove this assertion true—you need it—try it. — [1170, 2041, 1535, 2103]
ppp-cure-text: Prickly Ash, Poke Root and Potassium, the greatest blood purifier on earth, cures all forms of Primary, Secondary and Tertiary Syphilis. — [953, 199, 1149, 241]
ad-text: have recently been enlarged and now I have ample room to accommodate all horses left in my charge. Best attention given. — [784, 2061, 941, 2106]
ppp-proprietor: LIPPMAN BROS., Proprietors, Druggists, Lippman's Block, SAVANNAH, GA. — [971, 682, 1131, 717]
ad-text: Doors, Sash, Blinds, Locks, Butts, Hinges, Nails, Axes, Glass and Putty, Paints and Oils, &c., &c. Agent for Brown's Cotton Gin. Agent for Hall's Safe & Lock Co's. Safes. Agent for The American Sewing Machine. I have added largely to my stock and am well prepared to fill all orders. Thanking my friends for past favors, I hope to merit a continuance of the same. — [235, 1792, 394, 1925]
ad-line: Hats, Bonnets, Trimmings, Fancy Goods. — [956, 1050, 1147, 1076]
ad-line: BLOOD AND SKIN DISEASES — [638, 1823, 760, 1852]
article-title: THE RUNAWAY BOY. — [448, 162, 567, 175]
notice-signature: J. W. CANNON, Adm'r of Shade Cannon. Greenville, Nov. 16th, 1891. — [31, 932, 223, 956]
abbotts-ad — [953, 732, 1149, 861]
ad-address: ATLANTIC ELECTROPOISE CO., 1405 New York Ave., Washington, D. C. — [245, 238, 383, 271]
article-paragraph: "But he wrestled with, and swallowed it at until almost dark; then with the last straggling crowd of his companions, he moved torpidly in towards home, or rather, oozed his way, with a loathful, hesitating, reluctant, late-election returns characteristic. Some heightened perhaps by the inward resolve of chopping an armful of wood as he went in by way of the kitchen. And he did this: but the hired girl who was washing the supper dishes made no comment of any kind. He hung around the pantry with apparent carelessness, but the cupboard was locked. He went out to the porch, where at least the pump met him. Kindly and soon was his head: ashamed, he stood ducking it and drank long and deep to their more generous acquaintance. The back yard, in the setting gloom, was deep, so he got out and dried, and the lighting-bugs against the grape vine flashed him a welcome. He was hungry. Softly his heart was softening. He walked thoughtfully to the front door and around the corner of the house and peered in at the father's open. Candles in the dark. The fat stars reflected there. The Irishman, moved by some strange impulse, he washed his feet." — [405, 713, 610, 1112]
ad-brand: ABBOTT'S EAST INDIAN CORN PAINT — [972, 738, 1131, 773]
ppp-cure-label: CURES BLOOD POISON — [960, 351, 1143, 397]
hand-illustration-icon — [1266, 1956, 1439, 2003]
article-paragraph: In introducing Richard Malcolm Johnston, the Southern author, to a western audience, Mr. Riley told this story: — [405, 177, 610, 227]
pearline-header — [1170, 1861, 1535, 1951]
land-item: 22. Also one other tract, piece or parcel of land situated in Chicod township, adjoining the lands of Hardy Johnson land, the Sam Flake land, Mary A. Simmons and others, containing 50 acres, more or less. — [1160, 1137, 1544, 1172]
land-item: 13. Also one other tract, piece or parcel of land situated in Greenville township, adjoining the Hardy Johnson land, Mrs. Fannie Wingate and others, containing 200 acres, more or less. — [1160, 774, 1544, 808]
ad-text: Endorsed by the Leading Physicians. Book to 'Mothers' mailed FREE. BRADFIELD REGULATOR CO. ATLANTA, GA. SOLD BY ALL DRUGGISTS. — [797, 1804, 927, 1852]
ad-text: Cleanses and beautifies the hair. Promotes a luxuriant growth. Never Fails to Restore Gray Hair to its Youthful Color. — [240, 1102, 389, 1137]
ad-line: To Young Mothers — [815, 1685, 909, 1698]
column-ppp-ads — [953, 78, 1149, 2015]
land-item: 20. Also one other tract, piece or parcel of land, situated in Chicod township, adjoining the lands of Maggs Harrington, the Brown lands, Jerry McLawhorn and others, containing 100 acres, more or less. — [1160, 1059, 1544, 1094]
ad-headline: Millinery and Fancy Goods — [964, 974, 1138, 1014]
